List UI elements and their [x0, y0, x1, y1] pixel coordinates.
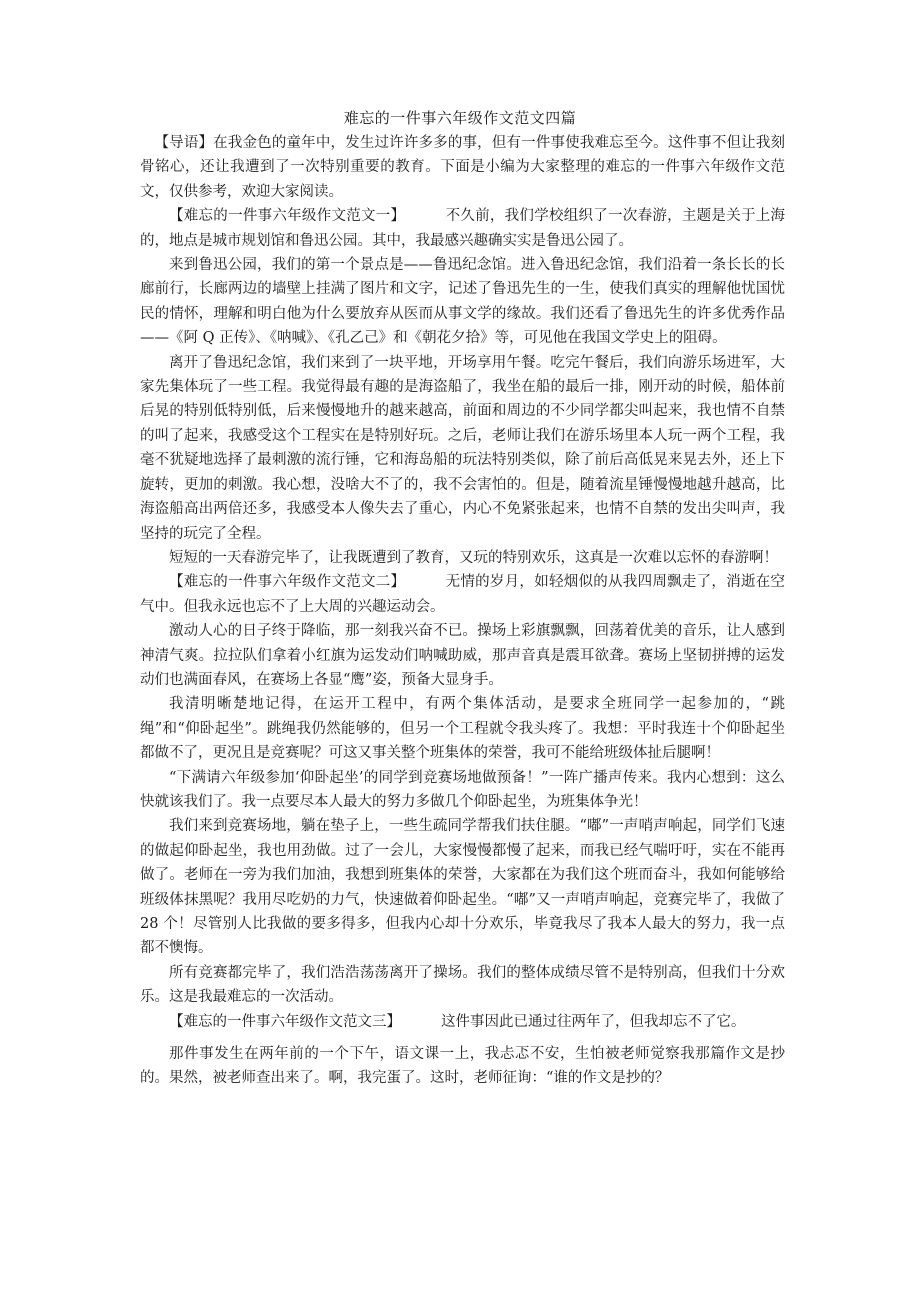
document-body — [140, 131, 785, 1091]
paragraph: 短短的一天春游完毕了，让我既遭到了教育，又玩的特别欢乐，这真是一次难以忘怀的春游啊！ — [169, 549, 778, 566]
paragraph: 我清明晰楚地记得，在运开工程中，有两个集体活动，是要求全班同学一起参加的，“跳绳”和“仰卧起坐”。跳绳我仍然能够的，但另一个工程就令我头疼了。我想：平时我连十个仰卧起坐都做不了，更况且是竞赛呢？可这又事关整个班集体的荣誉，我可不能给班级体扯后腿啊！ — [140, 696, 785, 762]
paragraph — [140, 570, 785, 619]
paragraph: 离开了鲁迅纪念馆，我们来到了一块平地，开场享用午餐。吃完午餐后，我们向游乐场进军，大家先集体玩了一些工程。我觉得最有趣的是海盗船了，我坐在船的最后一排，刚开动的时候，船体前后晃的特别低特别低，后来慢慢地升的越来越高，前面和周边的不少同学都尖叫起来，我也情不自禁的叫了起来，我感受这个工程实在是特别好玩。之后，老师让我们在游乐场里本人玩一两个工程，我毫不犹疑地选择了最刺激的流行锤，它和海岛船的玩法特别类似，除了前后高低晃来晃去外，还上下旋转，更加的刺激。我心想，没啥大不了的，我不会害怕的。但是，随着流星锤慢慢地越升越高，比海盗船高出两倍还多，我感受本人像失去了重心，内心不免紧张起来，也情不自禁的发出尖叫声，我坚持的玩完了全程。 — [140, 354, 785, 542]
paragraph — [140, 204, 785, 253]
intro-paragraph: 【导语】在我金色的童年中，发生过许许多多的事，但有一件事使我难忘至今。这件事不但让我刻骨铭心，还让我遭到了一次特别重要的教育。下面是小编为大家整理的难忘的一件事六年级作文范文，仅供参考，欢迎大家阅读。 — [140, 135, 785, 200]
paragraph: 我们来到竞赛场地，躺在垫子上，一些生疏同学帮我们扶住腿。“嘟”一声哨声响起，同学们飞速的做起仰卧起坐，我也用劲做。过了一会儿，大家慢慢都慢了起来，而我已经气喘吁吁，实在不能再做了。老师在一旁为我们加油，我想到班集体的荣誉，大家都在为我们这个班而奋斗，我如何能够给班级体抹黑呢？我用尽吃奶的力气，快速做着仰卧起坐。“嘟”又一声哨声响起，竞赛完毕了，我做了 28 个！尽管别人比我做的要多得多，但我内心却十分欢乐，毕竟我尽了我本人最大的努力，我一点都不懊悔。 — [140, 818, 785, 957]
paragraph-text: 不久前，我们学校组织了一次春游，主题是关于上海的，地点是城市规划馆和鲁迅公园。其中，我最感兴趣确实实是鲁迅公园了。 — [140, 208, 786, 249]
paragraph: 那件事发生在两年前的一个下午，语文课一上，我忐忑不安，生怕被老师觉察我那篇作文是抄的。果然，被老师查出来了。啊，我完蛋了。这时，老师征询：“谁的作文是抄的？ — [140, 1046, 785, 1087]
document-title: 难忘的一件事六年级作文范文四篇 — [343, 109, 577, 127]
paragraph — [140, 1010, 785, 1034]
section-heading-3: 【难忘的一件事六年级作文范文三】 — [169, 1013, 401, 1030]
paragraph: 所有竞赛都完毕了，我们浩浩荡荡离开了操场。我们的整体成绩尽管不是特别高，但我们十分欢乐。这是我最难忘的一次活动。 — [140, 964, 785, 1006]
section-heading-1: 【难忘的一件事六年级作文范文一】 — [169, 208, 406, 225]
paragraph: 激动人心的日子终于降临，那一刻我兴奋不已。操场上彩旗飘飘，回荡着优美的音乐，让人感到神清气爽。拉拉队们拿着小红旗为运发动们呐喊助威，那声音真是震耳欲聋。赛场上坚韧拼搏的运发动们也满面春风，在赛场上各显“鹰”姿，预备大显身手。 — [140, 623, 785, 688]
section-heading-2: 【难忘的一件事六年级作文范文二】 — [169, 574, 406, 591]
paragraph-text: 这件事因此已通过往两年了，但我却忘不了它。 — [441, 1013, 746, 1030]
paragraph: 来到鲁迅公园，我们的第一个景点是——鲁迅纪念馆。进入鲁迅纪念馆，我们沿着一条长长的长廊前行，长廊两边的墙壁上挂满了图片和文字，记述了鲁迅先生的一生，使我们真实的理解他忧国忧民的情怀，理解和明白他为什么要放弃从医而从事文学的缘故。我们还看了鲁迅先生的许多优秀作品——《阿 Q 正传》、《呐喊》、《孔乙己》和《朝花夕拾》等，可见他在我国文学史上的阻碍。 — [140, 257, 785, 347]
paragraph: “下满请六年级参加‘仰卧起坐’的同学到竞赛场地做预备！”一阵广播声传来。我内心想到：这么快就该我们了。我一点要尽本人最大的努力多做几个仰卧起坐，为班集体争光！ — [140, 769, 785, 810]
paragraph-text: 无情的岁月，如轻烟似的从我四周飘走了，消逝在空气中。但我永远也忘不了上大周的兴趣运动会。 — [140, 574, 786, 615]
